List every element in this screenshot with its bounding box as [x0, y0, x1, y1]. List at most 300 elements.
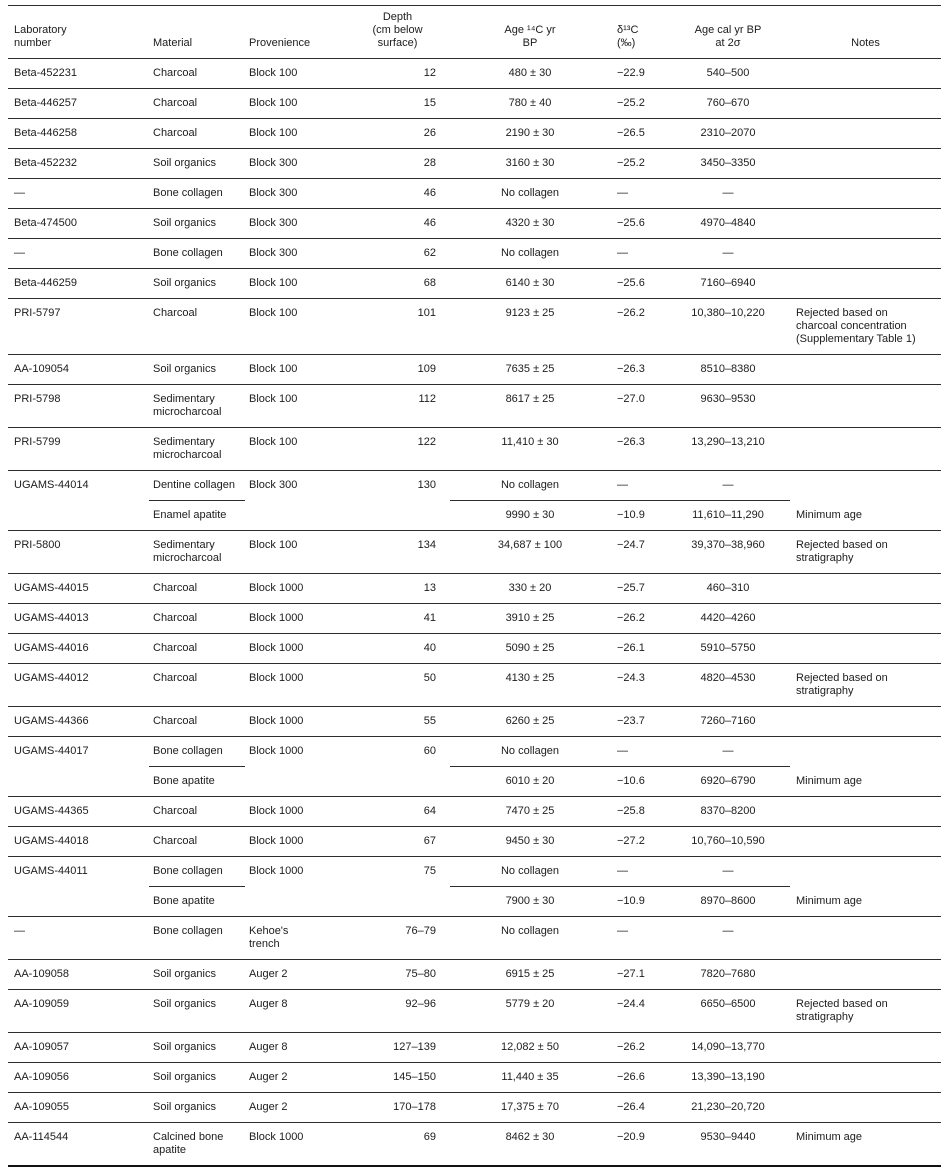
cell-material: Soil organics	[149, 960, 245, 990]
cell-cal: 760–670	[666, 89, 790, 119]
cell-notes	[790, 634, 941, 664]
table-row	[8, 385, 941, 428]
cell-lab: AA-109054	[8, 355, 149, 385]
cell-provenience: Block 1000	[249, 865, 304, 877]
column-header-age: Age ¹⁴C yr BP	[450, 6, 610, 59]
cell-material: Bone apatite	[149, 887, 245, 917]
table-row	[8, 574, 941, 604]
cell-notes: Rejected based on charcoal concentration (Supplementary Table 1)	[790, 299, 941, 355]
cell-lab: UGAMS-44014	[14, 479, 89, 491]
cell-d13c: −26.2	[610, 299, 666, 355]
cell-d13c: −27.1	[610, 960, 666, 990]
cell-depth: 40	[345, 634, 450, 664]
cell-age: 6010 ± 20	[450, 767, 610, 797]
cell-age: No collagen	[450, 471, 610, 501]
table-row	[8, 299, 941, 355]
cell-provenience: Block 1000	[245, 707, 345, 737]
cell-age: 7900 ± 30	[450, 887, 610, 917]
cell-age: 5090 ± 25	[450, 634, 610, 664]
cell-provenience: Block 100	[245, 428, 345, 471]
cell-d13c: −26.1	[610, 634, 666, 664]
cell-material: Enamel apatite	[149, 501, 245, 531]
cell-material: Charcoal	[149, 89, 245, 119]
cell-provenience: Block 300	[245, 239, 345, 269]
cell-age: 8462 ± 30	[450, 1123, 610, 1167]
cell-d13c: −26.3	[610, 428, 666, 471]
cell-notes	[790, 179, 941, 209]
cell-age: 34,687 ± 100	[450, 531, 610, 574]
cell-depth: 75	[423, 865, 436, 877]
cell-lab: AA-109056	[8, 1063, 149, 1093]
cell-cal: 13,290–13,210	[666, 428, 790, 471]
cell-lab: —	[8, 179, 149, 209]
cell-notes	[790, 239, 941, 269]
cell-notes	[790, 149, 941, 179]
column-header-lab: Laboratory number	[8, 6, 149, 59]
cell-notes	[790, 355, 941, 385]
table-row	[8, 1063, 941, 1093]
cell-material: Sedimentary microcharcoal	[149, 531, 245, 574]
cell-notes	[790, 1033, 941, 1063]
table-row	[8, 1033, 941, 1063]
cell-cal: 10,380–10,220	[666, 299, 790, 355]
cell-lab: Beta-446258	[8, 119, 149, 149]
cell-age: 2190 ± 30	[450, 119, 610, 149]
cell-depth	[345, 501, 450, 531]
cell-provenience: Block 100	[245, 385, 345, 428]
cell-cal: 8370–8200	[666, 797, 790, 827]
table-row	[8, 634, 941, 664]
cell-notes: Minimum age	[790, 501, 941, 531]
cell-depth: 46	[345, 209, 450, 239]
cell-material: Charcoal	[149, 604, 245, 634]
cell-material: Charcoal	[149, 797, 245, 827]
column-header-material: Material	[149, 6, 245, 59]
table-row	[8, 59, 941, 89]
cell-d13c: −26.5	[610, 119, 666, 149]
cell-lab: Beta-452231	[8, 59, 149, 89]
table-row	[8, 119, 941, 149]
cell-cal: —	[666, 737, 790, 767]
cell-depth: 41	[345, 604, 450, 634]
cell-depth: 46	[345, 179, 450, 209]
cell-notes	[790, 737, 941, 767]
cell-material: Soil organics	[149, 269, 245, 299]
cell-lab: AA-109057	[8, 1033, 149, 1063]
cell-d13c: −22.9	[610, 59, 666, 89]
cell-depth: 50	[345, 664, 450, 707]
cell-material: Bone collagen	[149, 857, 245, 887]
cell-notes	[790, 857, 941, 887]
cell-depth: 134	[345, 531, 450, 574]
cell-notes	[790, 209, 941, 239]
table-row	[8, 797, 941, 827]
cell-material: Sedimentary microcharcoal	[149, 428, 245, 471]
cell-material: Bone collagen	[149, 239, 245, 269]
cell-depth: 127–139	[345, 1033, 450, 1063]
table-row	[8, 89, 941, 119]
radiocarbon-table-page	[8, 5, 941, 1167]
cell-cal: 6920–6790	[666, 767, 790, 797]
table-row	[8, 827, 941, 857]
cell-d13c: −25.7	[610, 574, 666, 604]
cell-age: No collagen	[450, 239, 610, 269]
cell-age: No collagen	[450, 179, 610, 209]
cell-provenience: Block 1000	[245, 664, 345, 707]
cell-d13c: −25.2	[610, 149, 666, 179]
cell-material: Dentine collagen	[149, 471, 245, 501]
cell-lab: PRI-5798	[8, 385, 149, 428]
cell-material: Soil organics	[149, 1093, 245, 1123]
cell-provenience: Auger 8	[245, 990, 345, 1033]
cell-cal: —	[666, 917, 790, 960]
table-header-row	[8, 6, 941, 59]
cell-age: 17,375 ± 70	[450, 1093, 610, 1123]
cell-depth	[345, 887, 450, 917]
cell-d13c: −26.4	[610, 1093, 666, 1123]
cell-material: Charcoal	[149, 827, 245, 857]
cell-lab: AA-109058	[8, 960, 149, 990]
cell-age: 480 ± 30	[450, 59, 610, 89]
cell-age: 11,410 ± 30	[450, 428, 610, 471]
cell-d13c: −25.6	[610, 209, 666, 239]
cell-depth: 64	[345, 797, 450, 827]
cell-depth: 55	[345, 707, 450, 737]
cell-provenience: Block 100	[245, 59, 345, 89]
cell-notes	[790, 119, 941, 149]
cell-lab: Beta-446257	[8, 89, 149, 119]
cell-lab: UGAMS-44366	[8, 707, 149, 737]
cell-cal: 10,760–10,590	[666, 827, 790, 857]
cell-age: 8617 ± 25	[450, 385, 610, 428]
cell-provenience: Block 1000	[245, 574, 345, 604]
cell-notes	[790, 471, 941, 501]
cell-provenience: Block 300	[245, 209, 345, 239]
cell-age: No collagen	[450, 737, 610, 767]
cell-d13c: −24.7	[610, 531, 666, 574]
cell-provenience: Block 300	[249, 479, 298, 491]
cell-material: Bone collagen	[149, 737, 245, 767]
cell-cal: 8970–8600	[666, 887, 790, 917]
cell-d13c: −27.0	[610, 385, 666, 428]
table-row	[8, 887, 941, 917]
cell-notes: Minimum age	[790, 887, 941, 917]
cell-lab: PRI-5797	[8, 299, 149, 355]
cell-provenience: Auger 2	[245, 960, 345, 990]
cell-provenience: Block 1000	[245, 797, 345, 827]
cell-d13c: −25.2	[610, 89, 666, 119]
cell-cal: 4820–4530	[666, 664, 790, 707]
cell-material: Soil organics	[149, 1063, 245, 1093]
table-row	[8, 179, 941, 209]
cell-notes	[790, 917, 941, 960]
cell-d13c: —	[610, 239, 666, 269]
cell-lab: UGAMS-44011	[14, 865, 88, 877]
cell-age: 7635 ± 25	[450, 355, 610, 385]
cell-lab: Beta-452232	[8, 149, 149, 179]
cell-provenience: Auger 2	[245, 1093, 345, 1123]
cell-depth: 101	[345, 299, 450, 355]
cell-provenience: Block 100	[245, 89, 345, 119]
cell-d13c: −24.3	[610, 664, 666, 707]
cell-cal: —	[666, 179, 790, 209]
cell-age: 12,082 ± 50	[450, 1033, 610, 1063]
cell-age: 9450 ± 30	[450, 827, 610, 857]
cell-material: Calcined bone apatite	[149, 1123, 245, 1167]
cell-material: Bone collagen	[149, 917, 245, 960]
cell-material: Bone collagen	[149, 179, 245, 209]
cell-provenience: Block 100	[245, 299, 345, 355]
column-header-depth: Depth (cm below surface)	[345, 6, 450, 59]
table-row	[8, 355, 941, 385]
cell-depth: 76–79	[345, 917, 450, 960]
cell-d13c: −25.6	[610, 269, 666, 299]
table-row	[8, 707, 941, 737]
cell-notes	[790, 89, 941, 119]
cell-material: Charcoal	[149, 574, 245, 604]
table-header	[8, 6, 941, 59]
cell-provenience: Block 300	[245, 179, 345, 209]
cell-lab: UGAMS-44015	[8, 574, 149, 604]
cell-cal: 11,610–11,290	[666, 501, 790, 531]
cell-age: No collagen	[450, 917, 610, 960]
cell-notes: Minimum age	[790, 1123, 941, 1167]
cell-lab: AA-114544	[8, 1123, 149, 1167]
cell-lab: Beta-474500	[8, 209, 149, 239]
table-row	[8, 531, 941, 574]
cell-d13c: —	[610, 471, 666, 501]
cell-material: Soil organics	[149, 355, 245, 385]
cell-notes	[790, 385, 941, 428]
table-row	[8, 149, 941, 179]
cell-cal: 2310–2070	[666, 119, 790, 149]
cell-depth: 122	[345, 428, 450, 471]
cell-depth: 75–80	[345, 960, 450, 990]
cell-notes	[790, 59, 941, 89]
cell-notes	[790, 428, 941, 471]
cell-material: Charcoal	[149, 119, 245, 149]
cell-provenience: Block 1000	[249, 745, 304, 757]
cell-lab	[8, 767, 149, 797]
table-row	[8, 767, 941, 797]
cell-depth: 68	[345, 269, 450, 299]
cell-cal: —	[666, 239, 790, 269]
cell-provenience: Block 1000	[245, 634, 345, 664]
cell-provenience: Block 100	[245, 119, 345, 149]
cell-provenience: Auger 8	[245, 1033, 345, 1063]
cell-notes	[790, 269, 941, 299]
table-body	[8, 59, 941, 1167]
cell-d13c: —	[610, 179, 666, 209]
cell-material: Soil organics	[149, 990, 245, 1033]
cell-cal: 5910–5750	[666, 634, 790, 664]
column-header-d13c: δ¹³C (‰)	[610, 6, 666, 59]
cell-depth: 170–178	[345, 1093, 450, 1123]
table-row	[8, 239, 941, 269]
cell-depth: 28	[345, 149, 450, 179]
cell-material: Charcoal	[149, 299, 245, 355]
cell-provenience	[245, 887, 345, 917]
cell-notes	[790, 707, 941, 737]
cell-age: 6915 ± 25	[450, 960, 610, 990]
cell-cal: 8510–8380	[666, 355, 790, 385]
cell-provenience: Block 1000	[245, 604, 345, 634]
table-row	[8, 1123, 941, 1167]
cell-depth: 67	[345, 827, 450, 857]
cell-notes	[790, 960, 941, 990]
cell-provenience: Block 100	[245, 269, 345, 299]
cell-age: 5779 ± 20	[450, 990, 610, 1033]
column-header-notes: Notes	[790, 6, 941, 59]
cell-material: Soil organics	[149, 1033, 245, 1063]
cell-depth: 145–150	[345, 1063, 450, 1093]
column-header-cal: Age cal yr BP at 2σ	[666, 6, 790, 59]
cell-provenience: Block 300	[245, 149, 345, 179]
cell-age: 330 ± 20	[450, 574, 610, 604]
cell-material: Charcoal	[149, 664, 245, 707]
cell-notes	[790, 797, 941, 827]
cell-cal: 4420–4260	[666, 604, 790, 634]
cell-depth: 69	[345, 1123, 450, 1167]
cell-depth: 112	[345, 385, 450, 428]
cell-depth: 109	[345, 355, 450, 385]
cell-lab: UGAMS-44013	[8, 604, 149, 634]
cell-cal: 9630–9530	[666, 385, 790, 428]
cell-cal: 7820–7680	[666, 960, 790, 990]
cell-notes	[790, 604, 941, 634]
cell-depth: 130	[417, 479, 436, 491]
cell-lab	[8, 887, 149, 917]
cell-age: 4320 ± 30	[450, 209, 610, 239]
cell-age: 9123 ± 25	[450, 299, 610, 355]
cell-age: 7470 ± 25	[450, 797, 610, 827]
cell-lab: Beta-446259	[8, 269, 149, 299]
cell-d13c: −10.6	[610, 767, 666, 797]
cell-cal: 460–310	[666, 574, 790, 604]
cell-d13c: −26.2	[610, 1033, 666, 1063]
table-row	[8, 428, 941, 471]
cell-notes	[790, 1063, 941, 1093]
cell-provenience: Block 1000	[245, 827, 345, 857]
cell-lab: AA-109059	[8, 990, 149, 1033]
cell-cal: 39,370–38,960	[666, 531, 790, 574]
cell-notes: Rejected based on stratigraphy	[790, 664, 941, 707]
cell-provenience: Auger 2	[245, 1063, 345, 1093]
cell-cal: 13,390–13,190	[666, 1063, 790, 1093]
table-row	[8, 917, 941, 960]
table-row	[8, 209, 941, 239]
cell-material: Soil organics	[149, 209, 245, 239]
cell-lab	[8, 501, 149, 531]
cell-material: Bone apatite	[149, 767, 245, 797]
cell-depth: 12	[345, 59, 450, 89]
cell-d13c: −26.3	[610, 355, 666, 385]
cell-cal: —	[666, 471, 790, 501]
cell-d13c: —	[610, 857, 666, 887]
cell-provenience: Kehoe's trench	[245, 917, 345, 960]
cell-lab: UGAMS-44018	[8, 827, 149, 857]
cell-cal: —	[666, 857, 790, 887]
cell-notes: Rejected based on stratigraphy	[790, 531, 941, 574]
cell-depth: 60	[423, 745, 436, 757]
cell-age: 6260 ± 25	[450, 707, 610, 737]
cell-cal: 4970–4840	[666, 209, 790, 239]
cell-age: 780 ± 40	[450, 89, 610, 119]
cell-d13c: −25.8	[610, 797, 666, 827]
cell-lab: —	[8, 917, 149, 960]
cell-cal: 6650–6500	[666, 990, 790, 1033]
cell-material: Charcoal	[149, 59, 245, 89]
cell-material: Soil organics	[149, 149, 245, 179]
cell-d13c: —	[610, 737, 666, 767]
cell-cal: 7160–6940	[666, 269, 790, 299]
cell-material: Charcoal	[149, 707, 245, 737]
cell-depth: 62	[345, 239, 450, 269]
table-row	[8, 269, 941, 299]
cell-notes	[790, 1093, 941, 1123]
cell-d13c: —	[610, 917, 666, 960]
cell-d13c: −27.2	[610, 827, 666, 857]
cell-age: 11,440 ± 35	[450, 1063, 610, 1093]
table-row	[8, 857, 941, 887]
cell-depth	[345, 767, 450, 797]
cell-provenience: Block 100	[245, 531, 345, 574]
cell-notes: Rejected based on stratigraphy	[790, 990, 941, 1033]
cell-age: 6140 ± 30	[450, 269, 610, 299]
cell-lab: UGAMS-44017	[14, 745, 89, 757]
table-row	[8, 604, 941, 634]
cell-material: Sedimentary microcharcoal	[149, 385, 245, 428]
cell-lab: —	[8, 239, 149, 269]
cell-lab: UGAMS-44365	[8, 797, 149, 827]
cell-provenience	[245, 767, 345, 797]
cell-cal: 7260–7160	[666, 707, 790, 737]
table-row	[8, 471, 941, 501]
cell-age: 3910 ± 25	[450, 604, 610, 634]
cell-cal: 21,230–20,720	[666, 1093, 790, 1123]
cell-depth: 13	[345, 574, 450, 604]
cell-lab: UGAMS-44012	[8, 664, 149, 707]
cell-age: 3160 ± 30	[450, 149, 610, 179]
radiocarbon-table	[8, 5, 941, 1167]
cell-notes	[790, 574, 941, 604]
cell-lab: UGAMS-44016	[8, 634, 149, 664]
cell-age: No collagen	[450, 857, 610, 887]
cell-cal: 14,090–13,770	[666, 1033, 790, 1063]
cell-d13c: −26.2	[610, 604, 666, 634]
cell-cal: 3450–3350	[666, 149, 790, 179]
table-row	[8, 990, 941, 1033]
cell-d13c: −10.9	[610, 501, 666, 531]
table-row	[8, 960, 941, 990]
cell-lab: PRI-5800	[8, 531, 149, 574]
table-row	[8, 501, 941, 531]
cell-lab: AA-109055	[8, 1093, 149, 1123]
cell-age: 4130 ± 25	[450, 664, 610, 707]
column-header-provenience: Provenience	[245, 6, 345, 59]
cell-provenience	[245, 501, 345, 531]
cell-provenience: Block 100	[245, 355, 345, 385]
cell-notes: Minimum age	[790, 767, 941, 797]
table-row	[8, 737, 941, 767]
cell-lab: PRI-5799	[8, 428, 149, 471]
cell-notes	[790, 827, 941, 857]
table-row	[8, 1093, 941, 1123]
cell-d13c: −26.6	[610, 1063, 666, 1093]
table-row	[8, 664, 941, 707]
cell-depth: 15	[345, 89, 450, 119]
cell-cal: 540–500	[666, 59, 790, 89]
